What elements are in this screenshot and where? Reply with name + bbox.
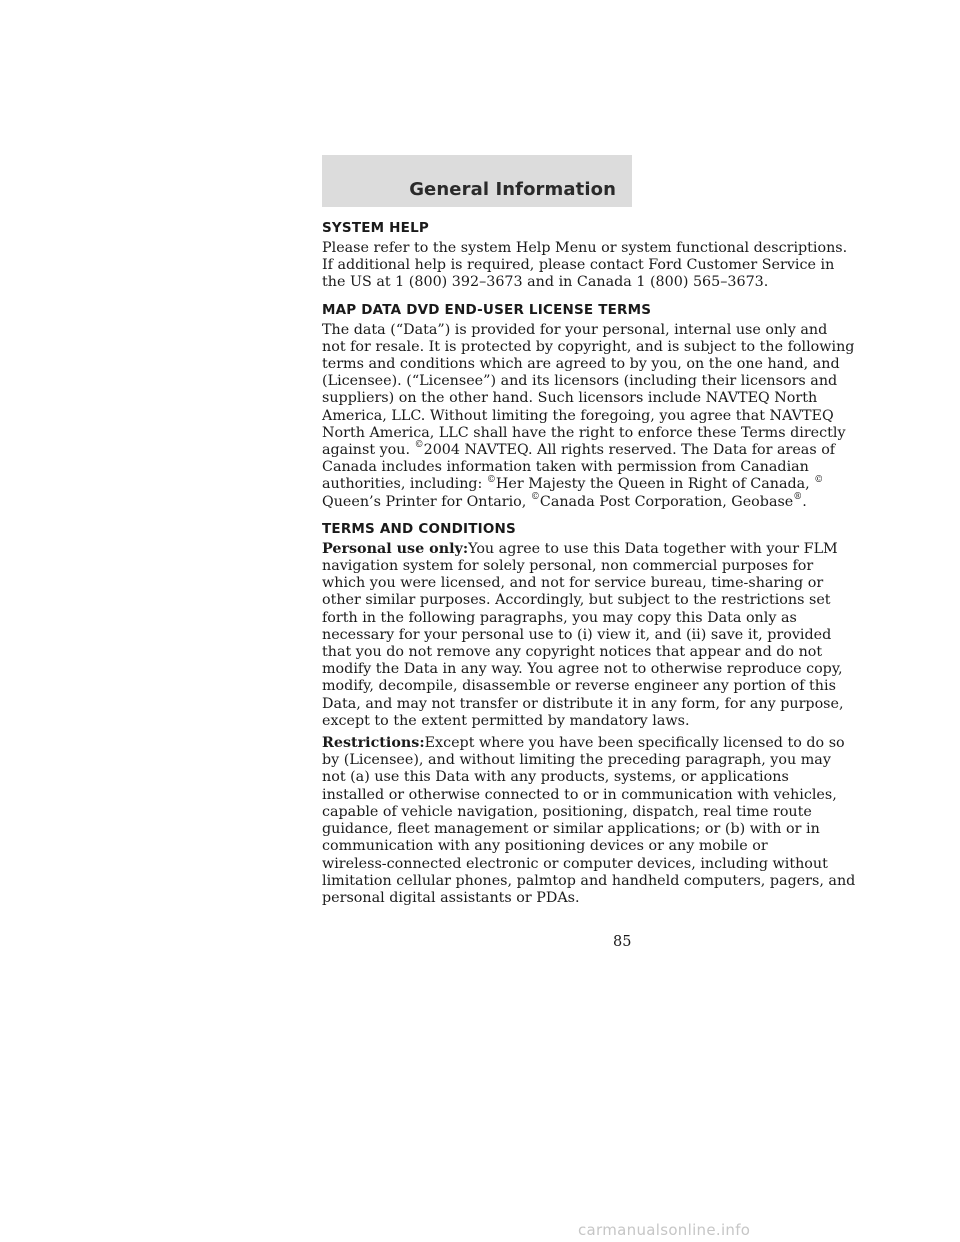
system-help-heading: SYSTEM HELP: [322, 220, 430, 236]
text-line: [322, 735, 845, 752]
copyright-symbol: ©: [814, 474, 824, 485]
text-line: America, LLC. Without limiting the foregoing, you agree that NAVTEQ: [322, 407, 834, 424]
text-line: not (a) use this Data with any products, systems, or applications: [322, 769, 789, 786]
text-fragment: Queen’s Printer for Ontario,: [322, 493, 531, 510]
text-fragment: Her Majesty the Queen in Right of Canada,: [495, 476, 815, 493]
restrictions-lead: Restrictions:: [322, 735, 425, 752]
text-line: terms and conditions which are agreed to by you, on the one hand, and: [322, 356, 840, 373]
text-line: that you do not remove any copyright notices that appear and do not: [322, 644, 823, 661]
page-number: 85: [613, 934, 632, 950]
text-line: North America, LLC shall have the right to enforce these Terms directly: [322, 424, 846, 441]
text-fragment: .: [802, 493, 807, 510]
restrictions-paragraph: [322, 735, 856, 907]
section-header-band: [322, 155, 632, 207]
text-line: necessary for your personal use to (i) view it, and (ii) save it, provided: [322, 626, 832, 643]
system-help-section: [322, 219, 848, 292]
page-content: [322, 219, 856, 907]
system-help-paragraph: [322, 240, 848, 292]
registered-symbol: ®: [793, 491, 803, 502]
text-line: suppliers) on the other hand. Such licensors include NAVTEQ North: [322, 390, 818, 407]
text-line: If additional help is required, please contact Ford Customer Service in: [322, 257, 835, 274]
text-line: modify the Data in any way. You agree not to otherwise reproduce copy,: [322, 661, 843, 678]
text-line: navigation system for solely personal, non commercial purposes for: [322, 558, 814, 575]
text-line: [322, 540, 838, 558]
text-line: limitation cellular phones, palmtop and handheld computers, pagers, and: [322, 872, 856, 889]
text-line: by (Licensee), and without limiting the preceding paragraph, you may: [322, 752, 831, 769]
text-line: other similar purposes. Accordingly, but subject to the restrictions set: [322, 592, 831, 609]
personal-use-lead: Personal use only:: [322, 540, 469, 557]
text-line: installed or otherwise connected to or in communication with vehicles,: [322, 786, 837, 803]
text-line: Data, and may not transfer or distribute it in any form, for any purpose,: [322, 695, 844, 712]
text-fragment: 2004 NAVTEQ. All rights reserved. The Data for areas of: [423, 442, 836, 459]
text-fragment: You agree to use this Data together with your FLM: [468, 540, 838, 557]
license-paragraph: [322, 321, 855, 511]
terms-heading: TERMS AND CONDITIONS: [322, 520, 516, 537]
text-line: which you were licensed, and not for service bureau, time-sharing or: [322, 575, 824, 592]
text-line: [322, 440, 836, 459]
copyright-symbol: ©: [486, 474, 496, 485]
text-line: (Licensee). (“Licensee”) and its licensors (including their licensors and: [322, 373, 838, 390]
text-line: forth in the following paragraphs, you may copy this Data only as: [322, 609, 797, 626]
text-line: [322, 491, 807, 511]
text-line: except to the extent permitted by mandatory laws.: [322, 712, 690, 729]
text-line: communication with any positioning devices or any mobile or: [322, 838, 768, 855]
text-line: not for resale. It is protected by copyright, and is subject to the following: [322, 338, 855, 355]
text-line: Please refer to the system Help Menu or system functional descriptions.: [322, 240, 848, 256]
text-fragment: against you.: [322, 442, 415, 459]
text-line: wireless-connected electronic or computer devices, including without: [322, 855, 828, 872]
copyright-symbol: ©: [530, 491, 540, 502]
text-line: guidance, fleet management or similar applications; or (b) with or in: [322, 821, 820, 838]
text-fragment: authorities, including:: [322, 476, 487, 493]
license-heading: MAP DATA DVD END-USER LICENSE TERMS: [322, 301, 652, 318]
text-line: The data (“Data”) is provided for your personal, internal use only and: [322, 321, 828, 338]
personal-use-paragraph: [322, 540, 844, 730]
text-line: capable of vehicle navigation, positioning, dispatch, real time route: [322, 803, 812, 820]
section-title: General Information: [409, 179, 616, 200]
text-fragment: Except where you have been specifically licensed to do so: [424, 735, 845, 752]
text-line: the US at 1 (800) 392–3673 and in Canada 1 (800) 565–3673.: [322, 274, 769, 291]
terms-section: [322, 520, 856, 907]
license-section: [322, 301, 855, 511]
text-line: personal digital assistants or PDAs.: [322, 889, 580, 906]
watermark-text: carmanualsonline.info: [578, 1221, 751, 1239]
text-line: Canada includes information taken with permission from Canadian: [322, 459, 809, 476]
text-line: [322, 474, 824, 493]
text-fragment: Canada Post Corporation, Geobase: [539, 493, 794, 510]
text-line: modify, decompile, disassemble or reverse engineer any portion of this: [322, 678, 836, 695]
copyright-symbol: ©: [414, 440, 424, 451]
